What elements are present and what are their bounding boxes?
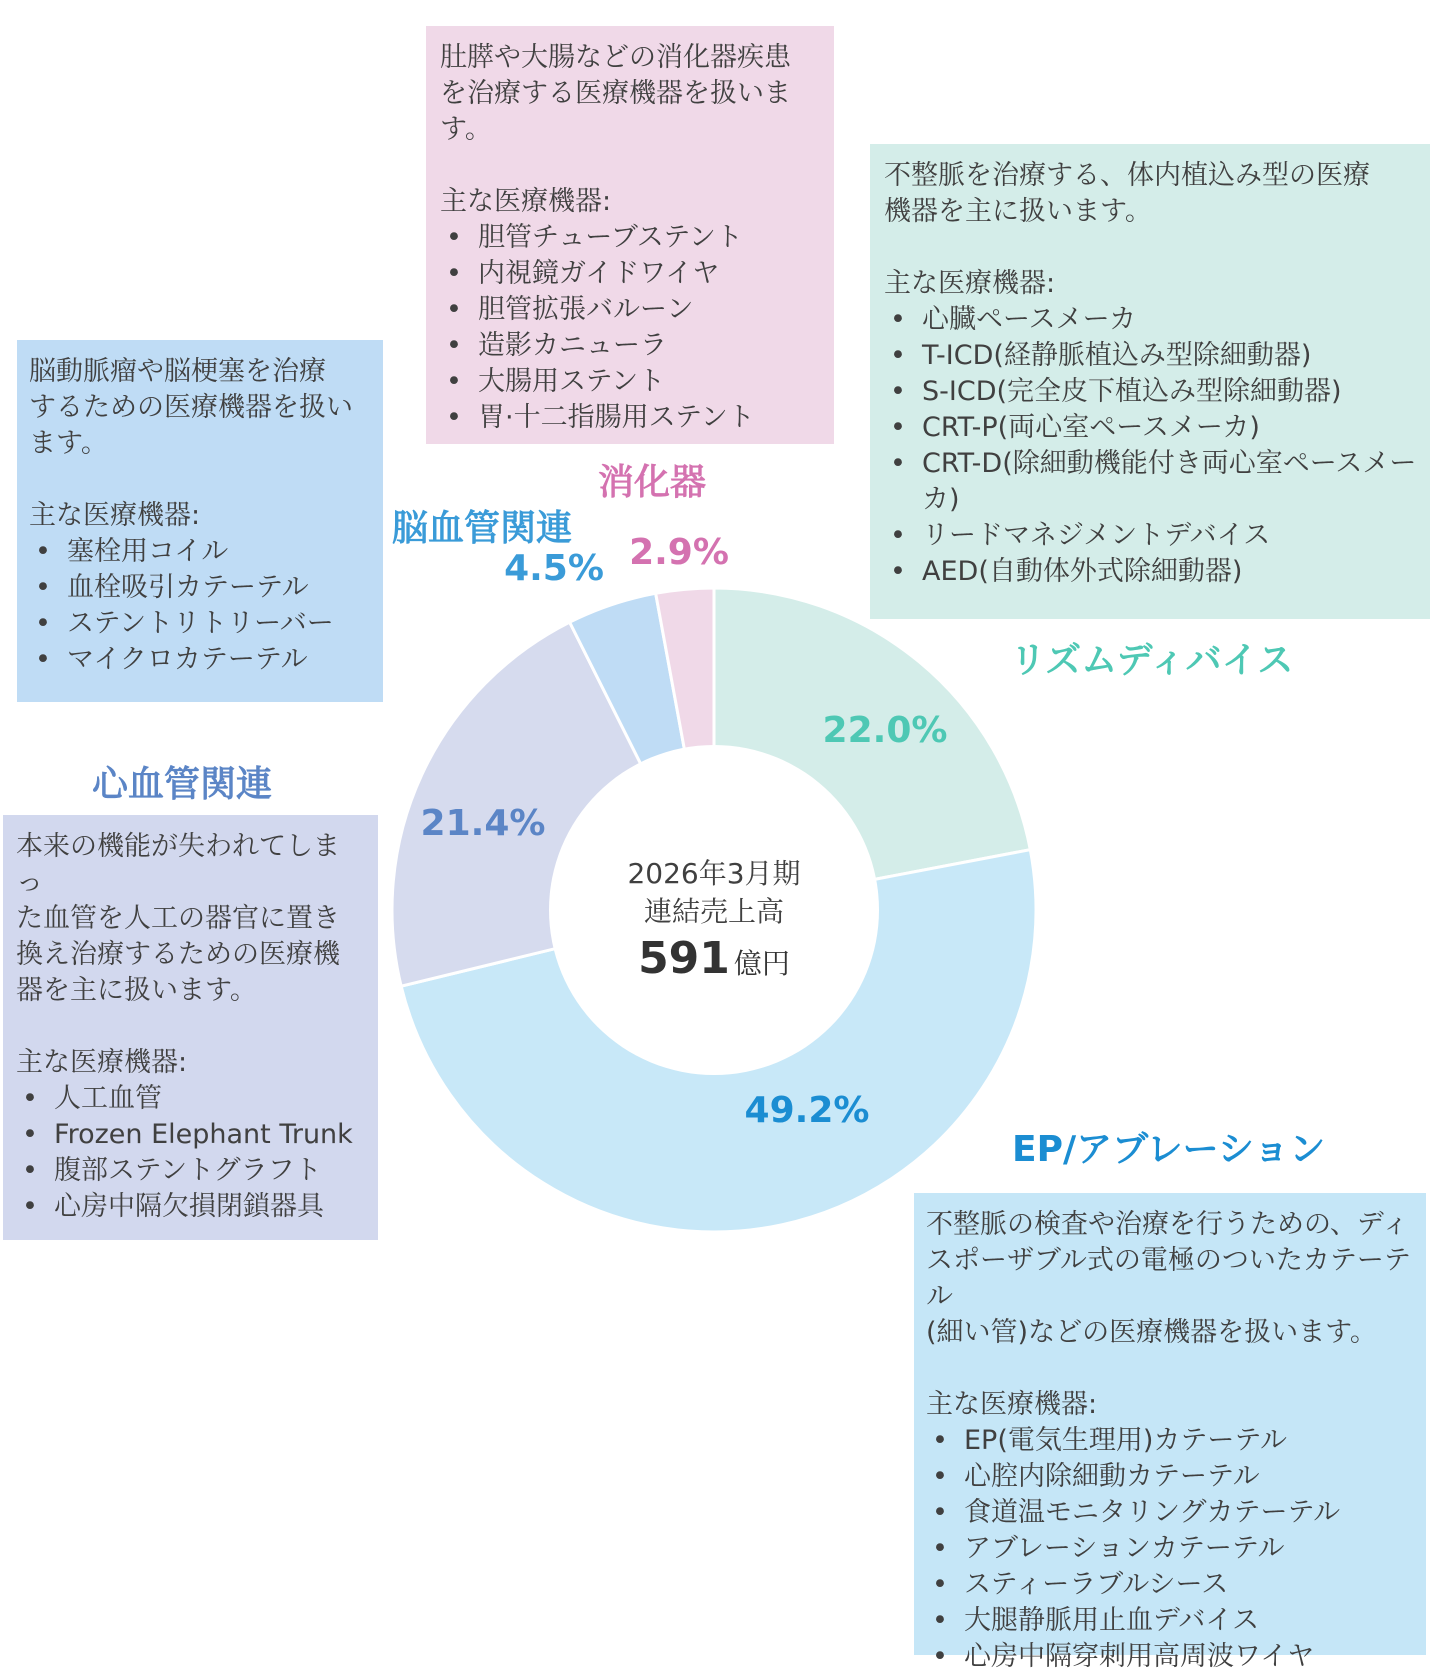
device-item: • CRT-P(両心室ペースメーカ) bbox=[884, 410, 1418, 446]
digestive-info-box bbox=[426, 26, 834, 444]
devices-header: 主な医療機器: bbox=[926, 1389, 1098, 1420]
device-list bbox=[29, 534, 371, 678]
desc-line: スポーザブル式の電極のついたカテーテル bbox=[926, 1245, 1411, 1312]
desc-line: 換え治療するための医療機 bbox=[16, 939, 340, 970]
device-item: • CRT-D(除細動機能付き両心室ペースメーカ) bbox=[884, 446, 1418, 518]
cardio-title: 心血管関連 bbox=[92, 764, 273, 805]
desc-line: 本来の機能が失われてしまっ bbox=[16, 831, 340, 898]
ep-title: EP/アブレーション bbox=[1012, 1129, 1326, 1170]
ep-info-box bbox=[914, 1193, 1426, 1672]
devices-header: 主な医療機器: bbox=[16, 1047, 188, 1078]
device-item: • 食道温モニタリングカテーテル bbox=[926, 1495, 1414, 1531]
device-list bbox=[926, 1423, 1414, 1675]
neuro-pct-label: 4.5% bbox=[504, 548, 604, 589]
device-item: • 胃·十二指腸用ステント bbox=[440, 400, 822, 436]
desc-line: 脳動脈瘤や脳梗塞を治療 bbox=[29, 356, 326, 387]
device-item: • 心房中隔欠損閉鎖器具 bbox=[16, 1189, 366, 1225]
device-list bbox=[16, 1081, 366, 1225]
devices-header: 主な医療機器: bbox=[29, 500, 201, 531]
desc-line: 不整脈を治療する、体内植込み型の医療 bbox=[884, 160, 1370, 191]
desc-line: 不整脈の検査や治療を行うための、ディ bbox=[926, 1209, 1409, 1240]
device-item: • 血栓吸引カテーテル bbox=[29, 570, 371, 606]
devices-header: 主な医療機器: bbox=[884, 268, 1056, 299]
device-item: • 大腿静脈用止血デバイス bbox=[926, 1603, 1414, 1639]
rhythm-pct-label: 22.0% bbox=[822, 710, 948, 751]
device-item: • 腹部ステントグラフト bbox=[16, 1153, 366, 1189]
device-item: • 心臓ペースメーカ bbox=[884, 302, 1418, 338]
rhythm-info-box bbox=[870, 144, 1430, 619]
digestive-pct-label: 2.9% bbox=[629, 532, 729, 573]
ep-pct-label: 49.2% bbox=[744, 1090, 870, 1131]
desc-line: ます。 bbox=[29, 428, 108, 459]
desc-line: するための医療機器を扱い bbox=[29, 392, 353, 423]
device-item: • ステントリトリーバー bbox=[29, 606, 371, 642]
device-item: • 大腸用ステント bbox=[440, 364, 822, 400]
desc-line: 肚膵や大腸などの消化器疾患 bbox=[440, 42, 791, 73]
cardio-pct-label: 21.4% bbox=[420, 803, 546, 844]
desc-line: 器を主に扱います。 bbox=[16, 975, 257, 1006]
device-item: • 造影カニューラ bbox=[440, 328, 822, 364]
center-total-value: 591 bbox=[638, 933, 730, 984]
device-item: • 内視鏡ガイドワイヤ bbox=[440, 256, 822, 292]
center-period: 2026年3月期 bbox=[627, 857, 801, 890]
device-item: • S-ICD(完全皮下植込み型除細動器) bbox=[884, 374, 1418, 410]
cardio-info-box bbox=[3, 815, 378, 1240]
desc-line: (細い管)などの医療機器を扱います。 bbox=[926, 1317, 1377, 1348]
device-item: • T-ICD(経静脈植込み型除細動器) bbox=[884, 338, 1418, 374]
device-list bbox=[884, 302, 1418, 590]
device-item: • アブレーションカテーテル bbox=[926, 1531, 1414, 1567]
device-item: • Frozen Elephant Trunk bbox=[16, 1117, 366, 1153]
neuro-info-box bbox=[17, 340, 383, 702]
device-item: • スティーラブルシース bbox=[926, 1567, 1414, 1603]
device-item: • 胆管チューブステント bbox=[440, 220, 822, 256]
rhythm-title: リズムディバイス bbox=[1010, 640, 1294, 681]
device-item: • リードマネジメントデバイス bbox=[884, 518, 1418, 554]
digestive-title: 消化器 bbox=[598, 462, 707, 503]
device-item: • EP(電気生理用)カテーテル bbox=[926, 1423, 1414, 1459]
device-item: • 胆管拡張バルーン bbox=[440, 292, 822, 328]
center-total-unit: 億円 bbox=[733, 947, 790, 980]
devices-header: 主な医療機器: bbox=[440, 186, 612, 217]
device-item: • AED(自動体外式除細動器) bbox=[884, 554, 1418, 590]
device-item: • 人工血管 bbox=[16, 1081, 366, 1117]
device-item: • マイクロカテーテル bbox=[29, 642, 371, 678]
neuro-title: 脳血管関連 bbox=[392, 508, 573, 549]
desc-line: を治療する医療機器を扱います。 bbox=[440, 78, 791, 145]
desc-line: た血管を人工の器官に置き bbox=[16, 903, 340, 934]
device-item: • 心房中隔穿刺用高周波ワイヤ bbox=[926, 1639, 1414, 1675]
device-item: • 塞栓用コイル bbox=[29, 534, 371, 570]
center-label: 連結売上高 bbox=[643, 895, 785, 928]
device-list bbox=[440, 220, 822, 436]
device-item: • 心腔内除細動カテーテル bbox=[926, 1459, 1414, 1495]
desc-line: 機器を主に扱います。 bbox=[884, 196, 1152, 227]
